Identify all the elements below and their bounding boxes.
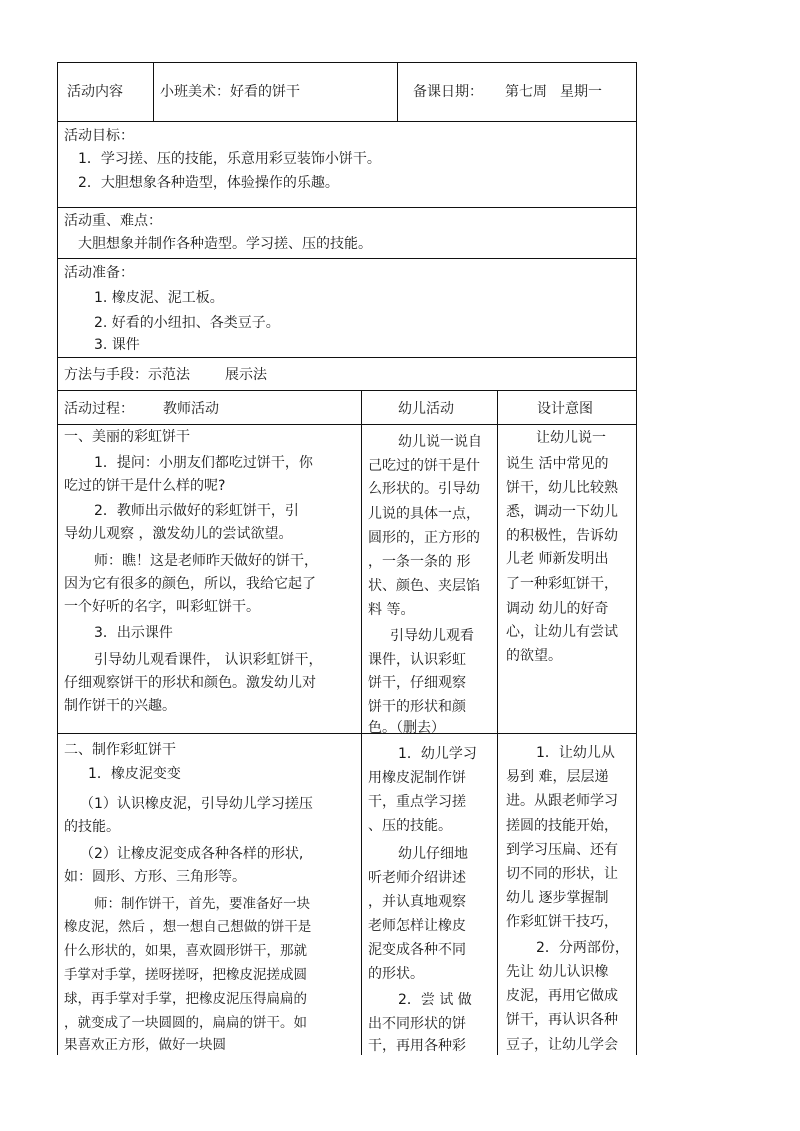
col-header-child: 幼儿活动 (398, 401, 454, 417)
methods-label: 方法与手段：示范法 (64, 367, 190, 383)
s1-teacher-line: 师：瞧！这是老师昨天做好的饼干， (94, 553, 318, 569)
s1-teacher-line: 吃过的饼干是什么样的呢? (64, 478, 226, 494)
s1-intent-line: 说生 活中常见的 (506, 456, 609, 472)
prep-item: 1. 橡皮泥、泥工板。 (94, 290, 224, 306)
s2-child-line: 老师怎样让橡皮 (368, 918, 466, 934)
process-col-divider-2 (497, 390, 498, 1055)
keypoints-text: 大胆想象并制作各种造型。学习搓、压的技能。 (78, 236, 372, 252)
s2-intent-line: 豆子，让幼儿学会 (506, 1037, 618, 1053)
prep-label: 活动准备： (64, 265, 134, 281)
methods-value: 展示法 (225, 367, 267, 383)
s2-teacher-line: ，就变成了一块圆圆的，扁扁的饼干。如 (64, 1015, 307, 1031)
s2-intent-line: 先让 幼儿认识橡 (506, 964, 609, 980)
s1-teacher-line: 2．教师出示做好的彩虹饼干，引 (94, 503, 299, 519)
s2-teacher-line: 如：圆形、方形、三角形等。 (64, 869, 246, 885)
s2-intent-line: 到学习压扁、还有 (506, 842, 618, 858)
s1-intent-line: 让幼儿说一 (536, 430, 606, 446)
s2-teacher-line: 什么形状的，如果，喜欢圆形饼干，那就 (64, 943, 307, 959)
s1-teacher-line: 3．出示课件 (94, 625, 173, 641)
s1-child-line: 料 等。 (368, 602, 415, 618)
row-divider-goals (57, 207, 637, 208)
row-divider-prep (57, 357, 637, 358)
s2-teacher-line: 橡皮泥，然后 ，想一想自己想做的饼干是 (64, 919, 312, 935)
table-border-right (636, 62, 637, 1055)
process-label: 活动过程： (64, 401, 134, 417)
goal-item: 1．学习搓、压的技能，乐意用彩豆装饰小饼干。 (78, 151, 381, 167)
s2-child-line: 幼儿仔细地 (398, 846, 468, 862)
s1-intent-line: 了一种彩虹饼干， (506, 576, 618, 592)
s2-teacher-line: 的技能。 (64, 819, 120, 835)
s1-teacher-line: 1．提问：小朋友们都吃过饼干，你 (94, 455, 313, 471)
s2-teacher-line: 球，再手掌对手掌，把橡皮泥压得扁扁的 (64, 991, 307, 1007)
s2-child-line: ，并认真地观察 (368, 894, 466, 910)
header-col-divider-2 (397, 62, 398, 122)
s2-child-line: 1．幼儿学习 (398, 746, 477, 762)
s2-child-line: 干，再用各种彩 (368, 1038, 466, 1054)
s1-child-line: 么形状的。引导幼 (368, 481, 480, 497)
s1-child-line: 色。（删去） (368, 720, 445, 736)
s2-child-line: 、压的技能。 (368, 818, 452, 834)
s2-intent-line: 搓圆的技能开始， (506, 818, 618, 834)
s1-child-line: 课件，认识彩虹 (368, 652, 466, 668)
s1-teacher-line: 引导幼儿观看课件， 认识彩虹饼干， (94, 652, 323, 668)
s2-intent-line: 切不同的形状，让 (506, 866, 618, 882)
s1-child-line: 饼干的形状和颜 (368, 699, 466, 715)
s2-intent-line: 作彩虹饼干技巧， (506, 914, 618, 930)
col-header-teacher: 教师活动 (163, 401, 219, 417)
s2-child-line: 出不同形状的饼 (368, 1016, 466, 1032)
s2-teacher-heading: 二、制作彩虹饼干 (64, 742, 176, 758)
s1-intent-line: 悉，调动一下幼儿 (506, 504, 618, 520)
s1-child-line: 己吃过的饼干是什 (368, 458, 480, 474)
prep-item: 3. 课件 (94, 337, 140, 353)
s1-child-line: 饼干，仔细观察 (368, 675, 466, 691)
s1-child-line: 引导幼儿观看 (390, 628, 474, 644)
goals-label: 活动目标： (64, 128, 134, 144)
s1-intent-line: 心，让幼儿有尝试 (506, 624, 618, 640)
content-label: 活动内容 (67, 84, 123, 100)
col-header-intent: 设计意图 (537, 401, 593, 417)
s1-teacher-line: 一个好听的名字，叫彩虹饼干。 (64, 599, 260, 615)
s1-intent-line: 的积极性，告诉幼 (506, 528, 618, 544)
s2-intent-line: 幼儿 逐步掌握制 (506, 890, 609, 906)
s2-child-line: 干，重点学习搓 (368, 794, 466, 810)
s1-teacher-line: 仔细观察饼干的形状和颜色。激发幼儿对 (64, 675, 316, 691)
header-col-divider-1 (153, 62, 154, 122)
s2-intent-line: 皮泥，再用它做成 (506, 988, 618, 1004)
s2-child-line: 2．尝 试 做 (398, 992, 472, 1008)
s1-intent-line: 调动 幼儿的好奇 (506, 601, 609, 617)
s2-intent-line: 2．分两部份， (536, 940, 629, 956)
s1-teacher-line: 因为它有很多的颜色，所以，我给它起了 (64, 576, 316, 592)
row-divider-keypoints (57, 258, 637, 259)
s1-teacher-line: 导幼儿观察 ，激发幼儿的尝试欲望。 (64, 526, 293, 542)
s1-teacher-line: 制作饼干的兴趣。 (64, 698, 176, 714)
s1-child-line: ，一条一条的 形 (368, 554, 471, 570)
s1-child-line: 幼儿说一说自 (398, 434, 482, 450)
process-col-divider-1 (361, 390, 362, 1055)
s1-intent-line: 饼干，幼儿比较熟 (506, 480, 618, 496)
s1-child-line: 儿说的具体一点， (368, 506, 480, 522)
s2-teacher-line: 果喜欢正方形，做好一块圆 (64, 1037, 226, 1053)
s2-intent-line: 饼干，再认识各种 (506, 1012, 618, 1028)
lesson-title: 小班美术：好看的饼干 (160, 84, 300, 100)
s2-teacher-line: 1．橡皮泥变变 (88, 766, 181, 782)
s2-teacher-line: 手掌对手掌，搓呀搓呀，把橡皮泥搓成圆 (64, 967, 307, 983)
row-divider-methods (57, 390, 637, 391)
s1-intent-line: 儿老 师新发明出 (506, 551, 609, 567)
s2-teacher-line: 师：制作饼干，首先，要准备好一块 (94, 896, 310, 912)
s1-teacher-heading: 一、美丽的彩虹饼干 (64, 429, 190, 445)
row-divider-process-header (57, 424, 637, 425)
s1-intent-line: 的欲望。 (506, 648, 562, 664)
s2-child-line: 的形状。 (368, 966, 424, 982)
row-divider-section1 (57, 733, 637, 734)
s2-teacher-line: （2）让橡皮泥变成各种各样的形状, (80, 846, 304, 862)
table-border-left (57, 62, 58, 1055)
row-divider-header (57, 121, 637, 122)
s2-intent-line: 1．让幼儿从 (536, 745, 615, 761)
s2-child-line: 听老师介绍讲述 (368, 870, 466, 886)
s2-intent-line: 进。从跟老师学习 (506, 793, 618, 809)
table-border-top (57, 62, 637, 63)
s2-child-line: 用橡皮泥制作饼 (368, 770, 466, 786)
s1-child-line: 圆形的，正方形的 (368, 530, 480, 546)
prep-item: 2. 好看的小纽扣、各类豆子。 (94, 315, 280, 331)
keypoints-label: 活动重、难点： (64, 213, 162, 229)
goal-item: 2．大胆想象各种造型，体验操作的乐趣。 (78, 175, 339, 191)
s2-intent-line: 易到 难，层层递 (506, 769, 609, 785)
s2-teacher-line: （1）认识橡皮泥，引导幼儿学习搓压 (80, 796, 313, 812)
s1-child-line: 状、颜色、夹层馅 (368, 578, 480, 594)
date-label: 备课日期： (413, 84, 483, 100)
weekday-value: 星期一 (560, 84, 602, 100)
s2-child-line: 泥变成各种不同 (368, 942, 466, 958)
week-value: 第七周 (505, 84, 547, 100)
